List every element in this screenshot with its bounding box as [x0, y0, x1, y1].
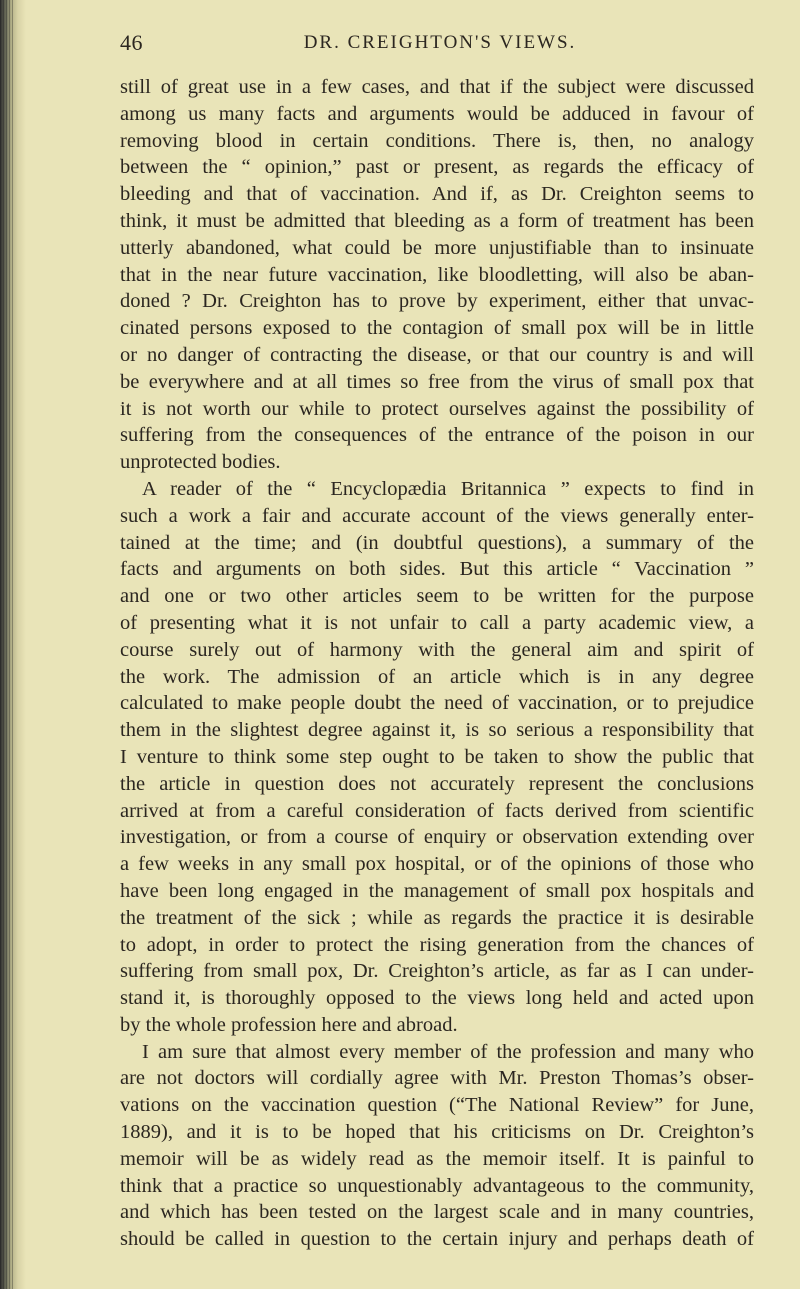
text-line: utterly abandoned, what could be more unjustifiable than to insinuate [120, 236, 754, 259]
text-line: are not doctors will cordially agree with Mr. Preston Thomas’s obser- [120, 1067, 754, 1090]
text-line: the work. The admission of an article which is in any degree [120, 665, 754, 688]
text-line: still of great use in a few cases, and that if the subject were discussed [120, 76, 754, 98]
text-line: arrived at from a careful consideration of facts derived from scientific [120, 799, 754, 822]
text-line: investigation, or from a course of enquiry or observation extending over [120, 826, 754, 849]
text-line: that in the near future vaccination, like bloodletting, will also be aban- [120, 263, 754, 286]
text-line: among us many facts and arguments would be adduced in favour of [120, 102, 754, 125]
text-line: facts and arguments on both sides. But this article “ Vaccination ” [120, 558, 754, 581]
paragraph-end-line: by the whole profession here and abroad. [120, 1013, 458, 1036]
page-header [120, 30, 760, 60]
text-line: suffering from small pox, Dr. Creighton’s article, as far as I can under- [120, 960, 754, 983]
book-spine-edge [0, 0, 14, 1289]
text-line: of presenting what it is not unfair to call a party academic view, a [120, 611, 754, 634]
paragraph-start-line: I am sure that almost every member of the profession and many who [142, 1040, 754, 1063]
page-number: 46 [120, 30, 143, 55]
text-line: I venture to think some step ought to be taken to show the public that [120, 745, 754, 768]
text-line: memoir will be as widely read as the memoir itself. It is painful to [120, 1147, 754, 1170]
text-line: vations on the vaccination question (“The National Review” for June, [120, 1094, 754, 1117]
text-line: a few weeks in any small pox hospital, or of the opinions of those who [120, 853, 754, 876]
text-line: the article in question does not accurately represent the conclusions [120, 772, 754, 795]
text-line: or no danger of contracting the disease, or that our country is and will [120, 343, 754, 366]
text-line: be everywhere and at all times so free from the virus of small pox that [120, 370, 754, 393]
text-line: suffering from the consequences of the entrance of the poison in our [120, 424, 754, 447]
text-line: it is not worth our while to protect ourselves against the possibility of [120, 397, 754, 420]
text-line: and one or two other articles seem to be written for the purpose [120, 585, 754, 608]
text-line: cinated persons exposed to the contagion of small pox will be in little [120, 317, 754, 340]
text-line: bleeding and that of vaccination. And if, as Dr. Creighton seems to [120, 183, 754, 206]
text-line: should be called in question to the certain injury and perhaps death of [120, 1228, 754, 1251]
text-line: between the “ opinion,” past or present, as regards the efficacy of [120, 156, 754, 179]
text-line: have been long engaged in the management of small pox hospitals and [120, 879, 754, 902]
text-line: doned ? Dr. Creighton has to prove by experiment, either that unvac- [120, 290, 754, 313]
text-line: to adopt, in order to protect the rising generation from the chances of [120, 933, 754, 956]
paragraph-end-line: unprotected bodies. [120, 451, 281, 474]
text-line: course surely out of harmony with the general aim and spirit of [120, 638, 754, 661]
text-line: them in the slightest degree against it, is so serious a responsibility that [120, 719, 754, 742]
body-text [120, 74, 754, 1253]
text-line: think, it must be admitted that bleeding as a form of treatment has been [120, 209, 754, 232]
text-line: calculated to make people doubt the need of vaccination, or to prejudice [120, 692, 754, 715]
text-line: 1889), and it is to be hoped that his criticisms on Dr. Creighton’s [120, 1121, 754, 1144]
text-line: think that a practice so unquestionably advantageous to the community, [120, 1174, 754, 1197]
text-line: tained at the time; and (in doubtful questions), a summary of the [120, 531, 754, 554]
text-line: such a work a fair and accurate account of the views generally enter- [120, 504, 754, 527]
paragraph-start-line: A reader of the “ Encyclopædia Britannica ” expects to find in [142, 477, 754, 500]
running-title: DR. CREIGHTON'S VIEWS. [303, 32, 577, 53]
text-line: the treatment of the sick ; while as regards the practice it is desirable [120, 906, 754, 929]
text-line: stand it, is thoroughly opposed to the views long held and acted upon [120, 987, 754, 1010]
text-line: removing blood in certain conditions. There is, then, no analogy [120, 129, 754, 152]
text-line: and which has been tested on the largest scale and in many countries, [120, 1201, 754, 1224]
